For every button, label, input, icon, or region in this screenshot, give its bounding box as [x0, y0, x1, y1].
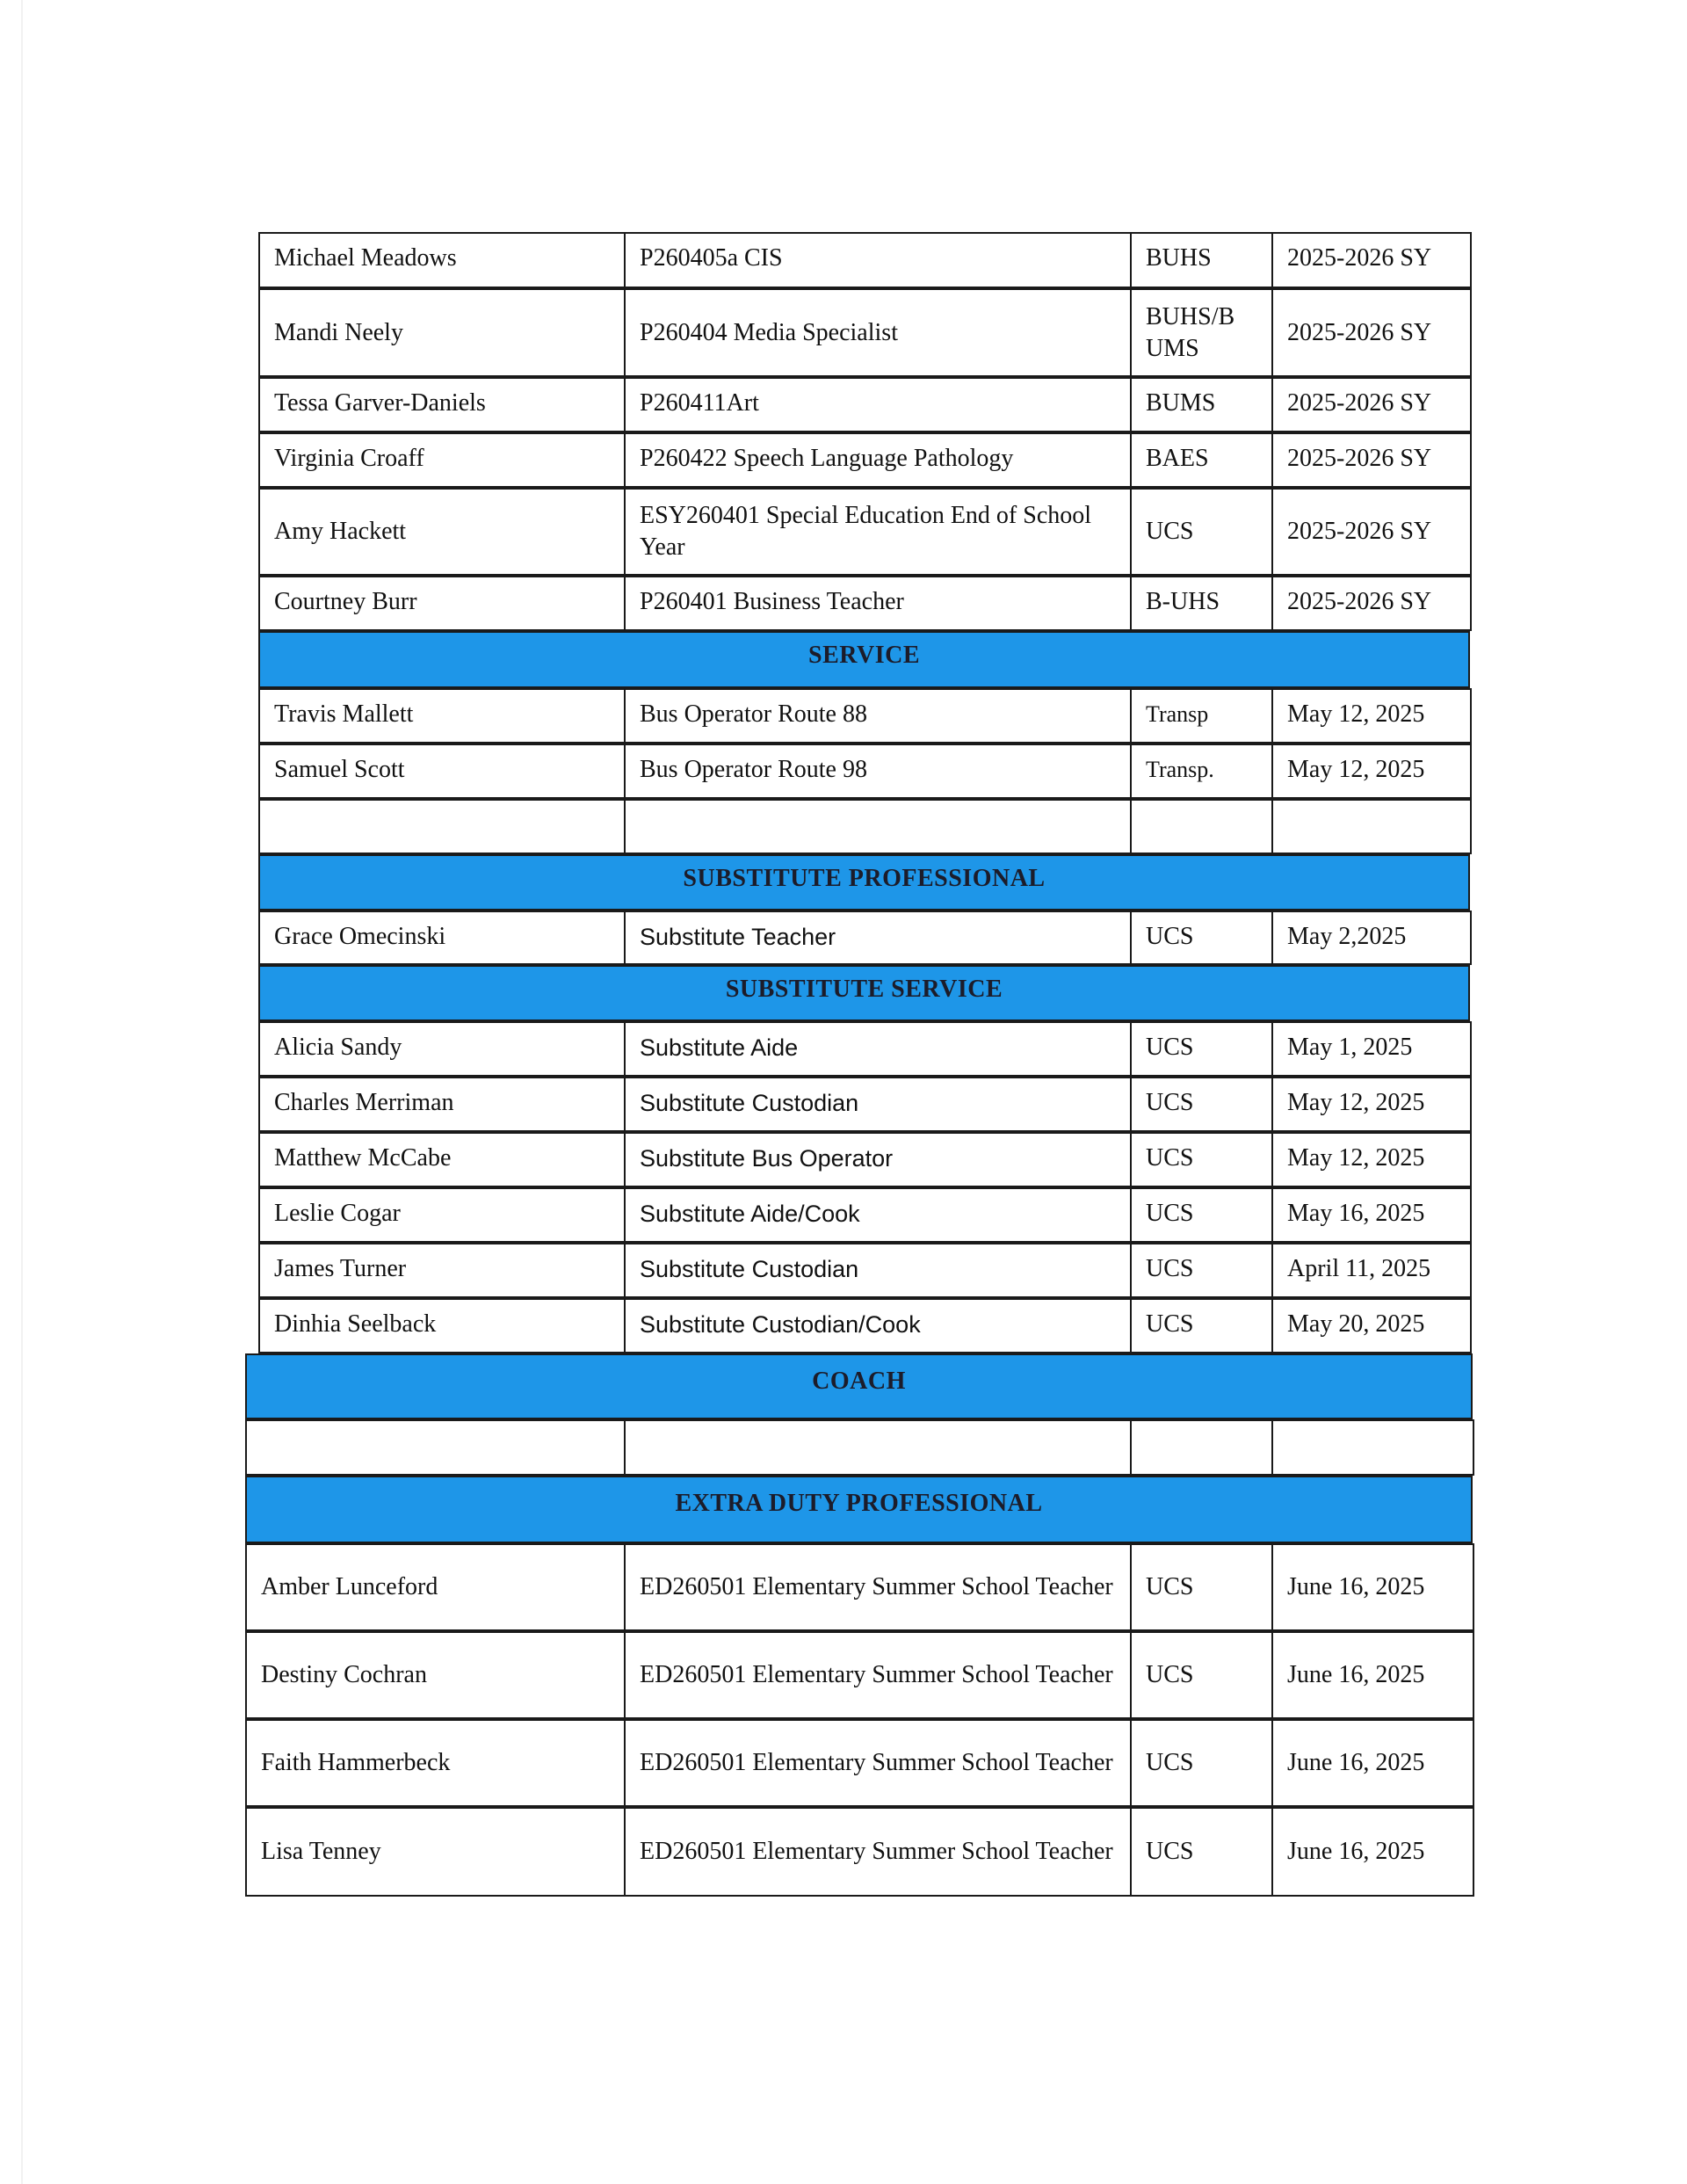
name-cell — [258, 488, 626, 576]
location-cell — [1130, 1187, 1273, 1243]
position-cell — [624, 688, 1132, 744]
name-text: Alicia Sandy — [274, 1034, 402, 1061]
date-cell — [1271, 1719, 1474, 1807]
date-text: June 16, 2025 — [1287, 1661, 1425, 1688]
location-cell — [1130, 232, 1273, 288]
section-header — [258, 854, 1470, 911]
location-text: Transp — [1146, 701, 1209, 727]
date-cell — [1271, 799, 1472, 854]
position-text: Substitute Custodian/Cook — [640, 1311, 921, 1338]
name-text: Mandi Neely — [274, 318, 403, 346]
name-cell — [258, 1243, 626, 1298]
location-text: BAES — [1146, 445, 1209, 472]
position-cell — [624, 1807, 1132, 1897]
position-text: P260405a CIS — [640, 244, 783, 272]
location-cell — [1130, 1419, 1273, 1476]
position-text: P260411Art — [640, 389, 759, 417]
name-cell — [258, 744, 626, 799]
position-cell — [624, 744, 1132, 799]
location-cell — [1130, 1719, 1273, 1807]
date-cell — [1271, 288, 1472, 377]
name-text: Dinhia Seelback — [274, 1310, 437, 1338]
position-cell — [624, 232, 1132, 288]
position-cell — [624, 1631, 1132, 1719]
name-text: Matthew McCabe — [274, 1144, 452, 1172]
name-cell — [258, 688, 626, 744]
location-text: UCS — [1146, 1573, 1194, 1600]
table-row — [0, 1543, 1687, 1631]
section-header — [245, 1476, 1473, 1543]
date-text: May 16, 2025 — [1287, 1200, 1425, 1227]
location-cell — [1130, 377, 1273, 432]
date-text: 2025-2026 SY — [1287, 244, 1432, 272]
date-cell — [1271, 576, 1472, 631]
position-text: Substitute Custodian — [640, 1090, 859, 1116]
position-text: P260401 Business Teacher — [640, 588, 904, 615]
name-text: James Turner — [274, 1255, 407, 1282]
location-cell — [1130, 576, 1273, 631]
location-cell — [1130, 488, 1273, 576]
location-text: UCS — [1146, 1089, 1194, 1116]
section-header — [258, 631, 1470, 688]
table-row — [0, 576, 1687, 631]
position-cell — [624, 432, 1132, 488]
date-cell — [1271, 1132, 1472, 1187]
location-text: UCS — [1146, 1310, 1194, 1338]
location-text: Transp. — [1146, 757, 1214, 782]
section-header — [245, 1353, 1473, 1419]
name-cell — [258, 377, 626, 432]
position-cell — [624, 1187, 1132, 1243]
date-cell — [1271, 1077, 1472, 1132]
position-cell — [624, 799, 1132, 854]
location-text: UCS — [1146, 1034, 1194, 1061]
name-text: Virginia Croaff — [274, 445, 424, 472]
name-cell — [245, 1631, 626, 1719]
section-header — [258, 965, 1470, 1021]
name-text: Courtney Burr — [274, 588, 417, 615]
date-text: May 12, 2025 — [1287, 756, 1425, 783]
date-text: April 11, 2025 — [1287, 1255, 1431, 1282]
position-cell — [624, 911, 1132, 965]
table-row — [0, 1132, 1687, 1187]
section-title: SUBSTITUTE PROFESSIONAL — [683, 865, 1046, 892]
location-cell — [1130, 688, 1273, 744]
date-text: May 20, 2025 — [1287, 1310, 1425, 1338]
location-text: UCS — [1146, 1255, 1194, 1282]
position-cell — [624, 1719, 1132, 1807]
location-cell — [1130, 1132, 1273, 1187]
name-text: Faith Hammerbeck — [261, 1749, 451, 1776]
location-cell — [1130, 1631, 1273, 1719]
date-text: May 12, 2025 — [1287, 1089, 1425, 1116]
date-text: May 12, 2025 — [1287, 700, 1425, 728]
table-row — [0, 688, 1687, 744]
position-text: Substitute Bus Operator — [640, 1145, 894, 1172]
table-row — [0, 911, 1687, 965]
location-cell — [1130, 1243, 1273, 1298]
date-text: May 1, 2025 — [1287, 1034, 1413, 1061]
name-cell — [258, 1298, 626, 1353]
name-text: Amy Hackett — [274, 518, 407, 545]
table-row — [0, 288, 1687, 377]
position-cell — [624, 1543, 1132, 1631]
position-text: ESY260401 Special Education End of School Year — [640, 502, 1092, 561]
name-cell — [245, 1419, 626, 1476]
date-cell — [1271, 232, 1472, 288]
section-title: COACH — [812, 1368, 906, 1395]
location-cell — [1130, 1021, 1273, 1077]
location-cell — [1130, 911, 1273, 965]
position-cell — [624, 288, 1132, 377]
date-cell — [1271, 1543, 1474, 1631]
position-text: Substitute Aide — [640, 1034, 799, 1061]
name-cell — [258, 232, 626, 288]
location-text: BUHS — [1146, 244, 1212, 272]
name-cell — [245, 1719, 626, 1807]
position-text: Substitute Aide/Cook — [640, 1201, 860, 1227]
position-text: ED260501 Elementary Summer School Teacher — [640, 1838, 1113, 1865]
table-row — [0, 1021, 1687, 1077]
table-row — [0, 1077, 1687, 1132]
name-text: Grace Omecinski — [274, 923, 446, 950]
location-cell — [1130, 1543, 1273, 1631]
date-cell — [1271, 1807, 1474, 1897]
location-cell — [1130, 432, 1273, 488]
location-text: UCS — [1146, 1749, 1194, 1776]
location-text: UCS — [1146, 1838, 1194, 1865]
date-cell — [1271, 1187, 1472, 1243]
location-text: BUMS — [1146, 389, 1216, 417]
date-cell — [1271, 1243, 1472, 1298]
name-cell — [258, 1077, 626, 1132]
position-text: P260422 Speech Language Pathology — [640, 445, 1014, 472]
date-cell — [1271, 377, 1472, 432]
date-cell — [1271, 1021, 1472, 1077]
table-row — [0, 799, 1687, 854]
date-cell — [1271, 744, 1472, 799]
name-text: Samuel Scott — [274, 756, 405, 783]
position-text: Bus Operator Route 88 — [640, 700, 867, 728]
name-cell — [258, 1187, 626, 1243]
position-text: P260404 Media Specialist — [640, 318, 898, 346]
table-row — [0, 1719, 1687, 1807]
position-cell — [624, 1243, 1132, 1298]
location-text: B-UHS — [1146, 588, 1220, 615]
location-cell — [1130, 1298, 1273, 1353]
table-row — [0, 1807, 1687, 1897]
table-row — [0, 1631, 1687, 1719]
location-cell — [1130, 288, 1273, 377]
name-cell — [258, 799, 626, 854]
table-row — [0, 232, 1687, 288]
date-text: 2025-2026 SY — [1287, 588, 1432, 615]
name-cell — [245, 1543, 626, 1631]
position-cell — [624, 576, 1132, 631]
name-cell — [258, 288, 626, 377]
date-cell — [1271, 1298, 1472, 1353]
location-text: UCS — [1146, 1200, 1194, 1227]
table-row — [0, 1243, 1687, 1298]
name-cell — [258, 432, 626, 488]
name-text: Lisa Tenney — [261, 1838, 381, 1865]
table-row — [0, 744, 1687, 799]
location-cell — [1130, 1077, 1273, 1132]
position-cell — [624, 1298, 1132, 1353]
position-cell — [624, 1077, 1132, 1132]
date-text: June 16, 2025 — [1287, 1749, 1425, 1776]
position-cell — [624, 377, 1132, 432]
date-text: 2025-2026 SY — [1287, 445, 1432, 472]
section-title: EXTRA DUTY PROFESSIONAL — [675, 1490, 1043, 1517]
date-cell — [1271, 1631, 1474, 1719]
position-text: Substitute Custodian — [640, 1256, 859, 1282]
name-text: Michael Meadows — [274, 244, 457, 272]
date-cell — [1271, 911, 1472, 965]
location-text: UCS — [1146, 518, 1194, 545]
name-cell — [258, 1132, 626, 1187]
position-text: ED260501 Elementary Summer School Teacher — [640, 1573, 1113, 1600]
table-row — [0, 1187, 1687, 1243]
location-text: BUHS/B UMS — [1146, 302, 1235, 362]
name-cell — [258, 1021, 626, 1077]
name-text: Travis Mallett — [274, 700, 414, 728]
date-text: May 2,2025 — [1287, 923, 1407, 950]
section-title: SERVICE — [808, 642, 920, 669]
position-cell — [624, 488, 1132, 576]
location-text: UCS — [1146, 1661, 1194, 1688]
table-row — [0, 1298, 1687, 1353]
position-cell — [624, 1419, 1132, 1476]
name-cell — [245, 1807, 626, 1897]
position-text: ED260501 Elementary Summer School Teacher — [640, 1661, 1113, 1688]
date-cell — [1271, 432, 1472, 488]
date-text: June 16, 2025 — [1287, 1573, 1425, 1600]
table-row — [0, 432, 1687, 488]
name-text: Leslie Cogar — [274, 1200, 401, 1227]
name-cell — [258, 911, 626, 965]
position-text: Substitute Teacher — [640, 924, 836, 950]
date-text: 2025-2026 SY — [1287, 318, 1432, 346]
date-text: May 12, 2025 — [1287, 1144, 1425, 1172]
name-cell — [258, 576, 626, 631]
section-title: SUBSTITUTE SERVICE — [725, 976, 1003, 1003]
position-text: ED260501 Elementary Summer School Teacher — [640, 1749, 1113, 1776]
location-cell — [1130, 744, 1273, 799]
date-cell — [1271, 688, 1472, 744]
date-text: 2025-2026 SY — [1287, 518, 1432, 545]
location-cell — [1130, 799, 1273, 854]
date-text: June 16, 2025 — [1287, 1838, 1425, 1865]
name-text: Tessa Garver-Daniels — [274, 389, 486, 417]
position-cell — [624, 1132, 1132, 1187]
name-text: Destiny Cochran — [261, 1661, 427, 1688]
location-cell — [1130, 1807, 1273, 1897]
position-text: Bus Operator Route 98 — [640, 756, 867, 783]
date-cell — [1271, 1419, 1474, 1476]
date-cell — [1271, 488, 1472, 576]
location-text: UCS — [1146, 923, 1194, 950]
position-cell — [624, 1021, 1132, 1077]
location-text: UCS — [1146, 1144, 1194, 1172]
date-text: 2025-2026 SY — [1287, 389, 1432, 417]
table-row — [0, 377, 1687, 432]
name-text: Charles Merriman — [274, 1089, 454, 1116]
table-row — [0, 1419, 1687, 1476]
name-text: Amber Lunceford — [261, 1573, 438, 1600]
table-row — [0, 488, 1687, 576]
